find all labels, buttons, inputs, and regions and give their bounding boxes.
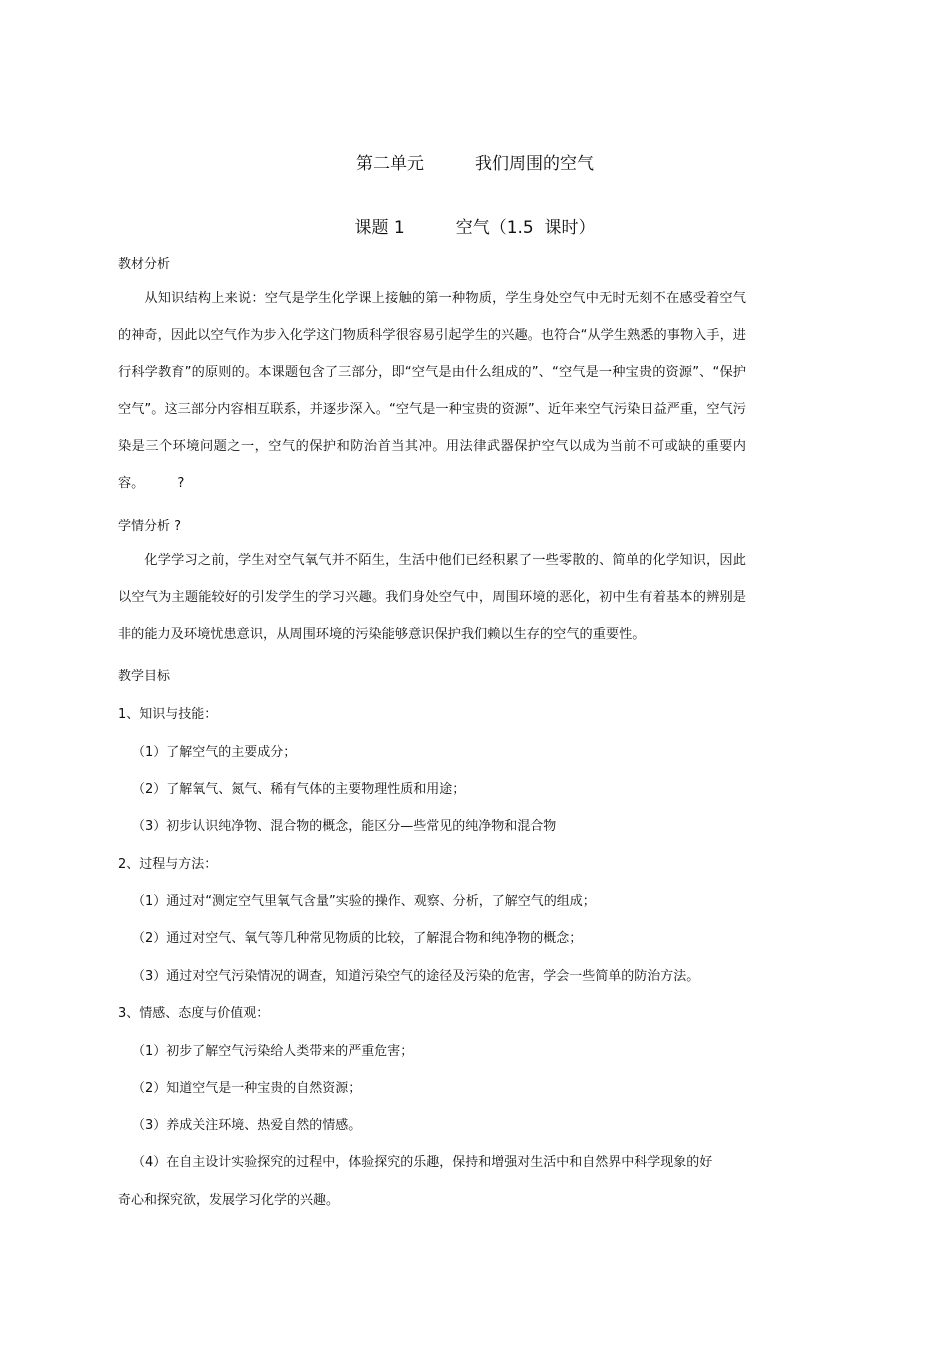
list-item: （3）通过对空气污染情况的调查，知道污染空气的途径及污染的危害，学会一些简单的防治方法。	[132, 969, 700, 984]
list-item: （1）初步了解空气污染给人类带来的严重危害；	[132, 1044, 414, 1059]
list-item: （2）知道空气是一种宝贵的自然资源；	[132, 1081, 362, 1096]
list-item-continuation: 奇心和探究欲，发展学习化学的兴趣。	[118, 1193, 340, 1208]
material-analysis-paragraph: 从知识结构上来说：空气是学生化学课上接触的第一种物质，学生身处空气中无时无刻不在感受着空气的神奇，因此以空气作为步入化学这门物质科学很容易引起学生的兴趣。也符合“从学生熟悉的事物入手，进行科学教育”的原则的。本课题包含了三部分，即“空气是由什么组成的”、“空气是一种宝贵的资源”、“保护空气”。这三部分内容相互联系，并逐步深入。“空气是一种宝贵的资源”、近年来空气污染日益严重，空气污染是三个环境问题之一，空气的保护和防治首当其冲。用法律武器保护空气以成为当前不可或缺的重要内容。 ?	[118, 291, 746, 491]
list-item: （1）通过对“测定空气里氧气含量”实验的操作、观察、分析，了解空气的组成；	[132, 894, 596, 909]
list-item: （3）养成关注环境、热爱自然的情感。	[132, 1118, 362, 1133]
teaching-goals-heading: 教学目标	[118, 669, 171, 684]
student-analysis-paragraph: 化学学习之前，学生对空气氧气并不陌生，生活中他们已经积累了一些零散的、简单的化学知识，因此以空气为主题能较好的引发学生的学习兴趣。我们身处空气中，周围环境的恶化，初中生有着基本的辨别是非的能力及环境忧患意识，从周围环境的污染能够意识保护我们赖以生存的空气的重要性。	[118, 553, 746, 642]
material-analysis-heading: 教材分析	[118, 257, 171, 272]
list-item: （1）了解空气的主要成分；	[132, 745, 297, 760]
section-process-heading: 2、过程与方法：	[118, 857, 218, 872]
section-attitude-heading: 3、情感、态度与价值观：	[118, 1006, 270, 1021]
list-item: （4）在自主设计实验探究的过程中，体验探究的乐趣，保持和增强对生活中和自然界中科学现象的好	[132, 1155, 713, 1170]
list-item: （3）初步认识纯净物、混合物的概念，能区分—些常见的纯净物和混合物	[132, 819, 557, 834]
list-item: （2）了解氧气、氮气、稀有气体的主要物理性质和用途；	[132, 782, 466, 797]
section-knowledge-heading: 1、知识与技能：	[118, 707, 218, 722]
unit-title: 第二单元 我们周围的空气	[356, 154, 594, 174]
student-analysis-heading: 学情分析 ?	[118, 519, 182, 534]
list-item: （2）通过对空气、氧气等几种常见物质的比较，了解混合物和纯净物的概念；	[132, 931, 583, 946]
lesson-title: 课题 1 空气（1.5 课时）	[354, 218, 596, 238]
